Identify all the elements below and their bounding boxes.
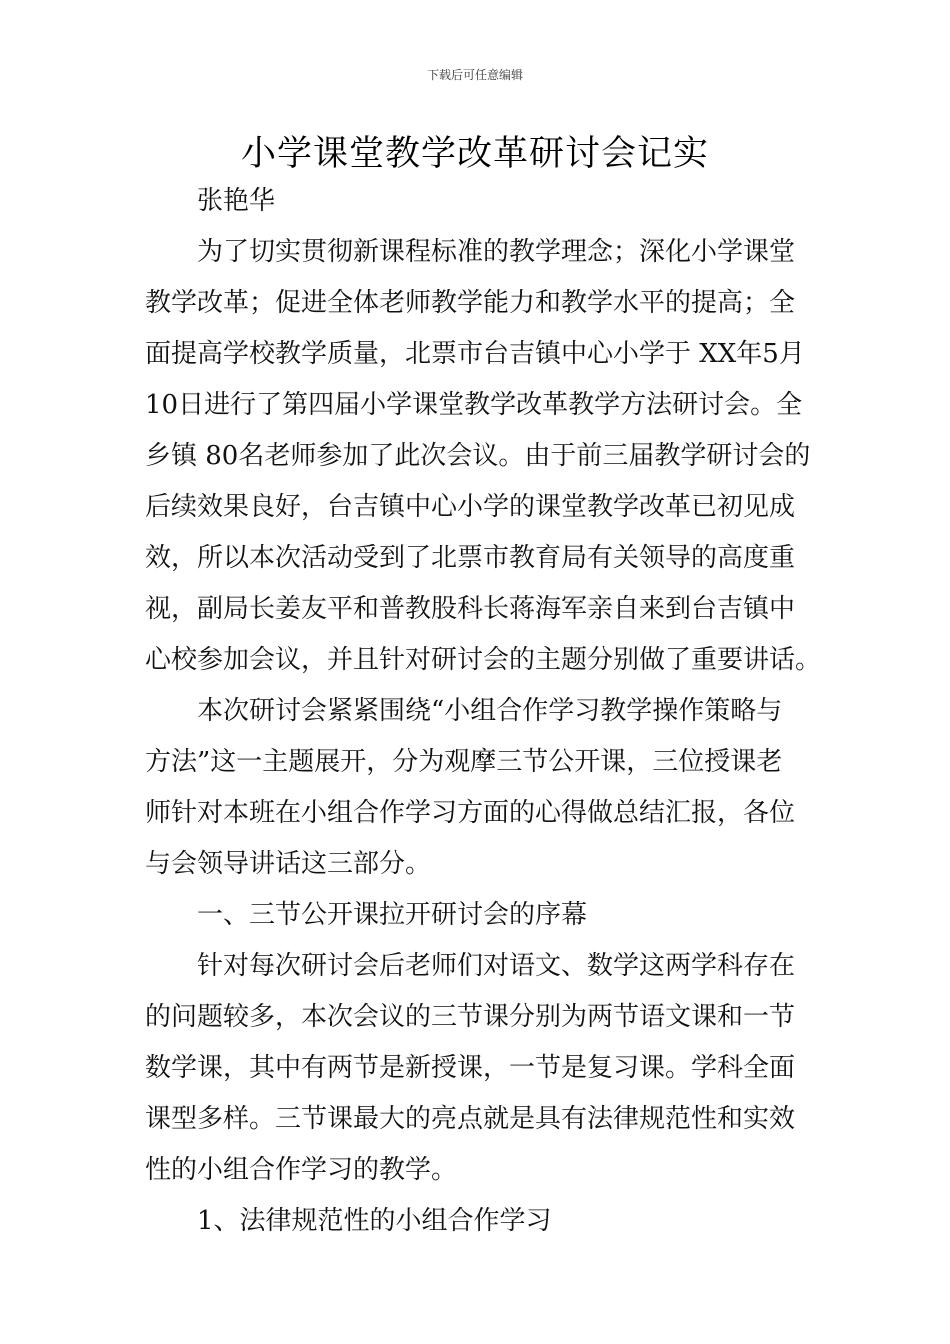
subsection-heading: 1、法律规范性的小组合作学习 — [197, 1206, 552, 1236]
paragraph-line: 心校参加会议，并且针对研讨会的主题分别做了重要讲话。 — [145, 645, 822, 675]
paragraph-line: 的问题较多，本次会议的三节课分别为两节语文课和一节 — [145, 1002, 796, 1032]
paragraph-line: 针对每次研讨会后老师们对语文、数学这两学科存在 — [197, 951, 796, 981]
paragraph-line: 面提高学校教学质量，北票市台吉镇中心小学于 XX年5月 — [145, 339, 805, 369]
paragraph-line: 乡镇 80名老师参加了此次会议。由于前三届教学研讨会的 — [145, 441, 811, 471]
paragraph-line: 10日进行了第四届小学课堂教学改革教学方法研讨会。全 — [145, 390, 803, 420]
paragraph-line: 教学改革；促进全体老师教学能力和教学水平的提高；全 — [145, 288, 796, 318]
paragraph-line: 后续效果良好，台吉镇中心小学的课堂教学改革已初见成 — [145, 492, 796, 522]
paragraph-line: 师针对本班在小组合作学习方面的心得做总结汇报，各位 — [145, 798, 796, 828]
section-heading: 一、三节公开课拉开研讨会的序幕 — [197, 900, 588, 930]
paragraph-line: 方法”这一主题展开，分为观摩三节公开课，三位授课老 — [145, 747, 783, 777]
paragraph-line: 本次研讨会紧紧围绕“小组合作学习教学操作策略与 — [197, 696, 783, 726]
header-note: 下载后可任意编辑 — [426, 68, 523, 82]
paragraph-line: 为了切实贯彻新课程标准的教学理念；深化小学课堂 — [197, 237, 796, 267]
paragraph-line: 视，副局长姜友平和普教股科长蒋海军亲自来到台吉镇中 — [145, 594, 796, 624]
paragraph-line: 课型多样。三节课最大的亮点就是具有法律规范性和实效 — [145, 1104, 796, 1134]
author-name: 张艳华 — [197, 186, 276, 216]
document-title: 小学课堂教学改革研讨会记实 — [240, 134, 709, 174]
paragraph-line: 与会领导讲话这三部分。 — [145, 849, 432, 879]
paragraph-line: 效，所以本次活动受到了北票市教育局有关领导的高度重 — [145, 543, 796, 573]
paragraph-line: 数学课，其中有两节是新授课，一节是复习课。学科全面 — [145, 1053, 796, 1083]
document-body — [145, 176, 822, 1247]
paragraph-line: 性的小组合作学习的教学。 — [145, 1155, 458, 1185]
